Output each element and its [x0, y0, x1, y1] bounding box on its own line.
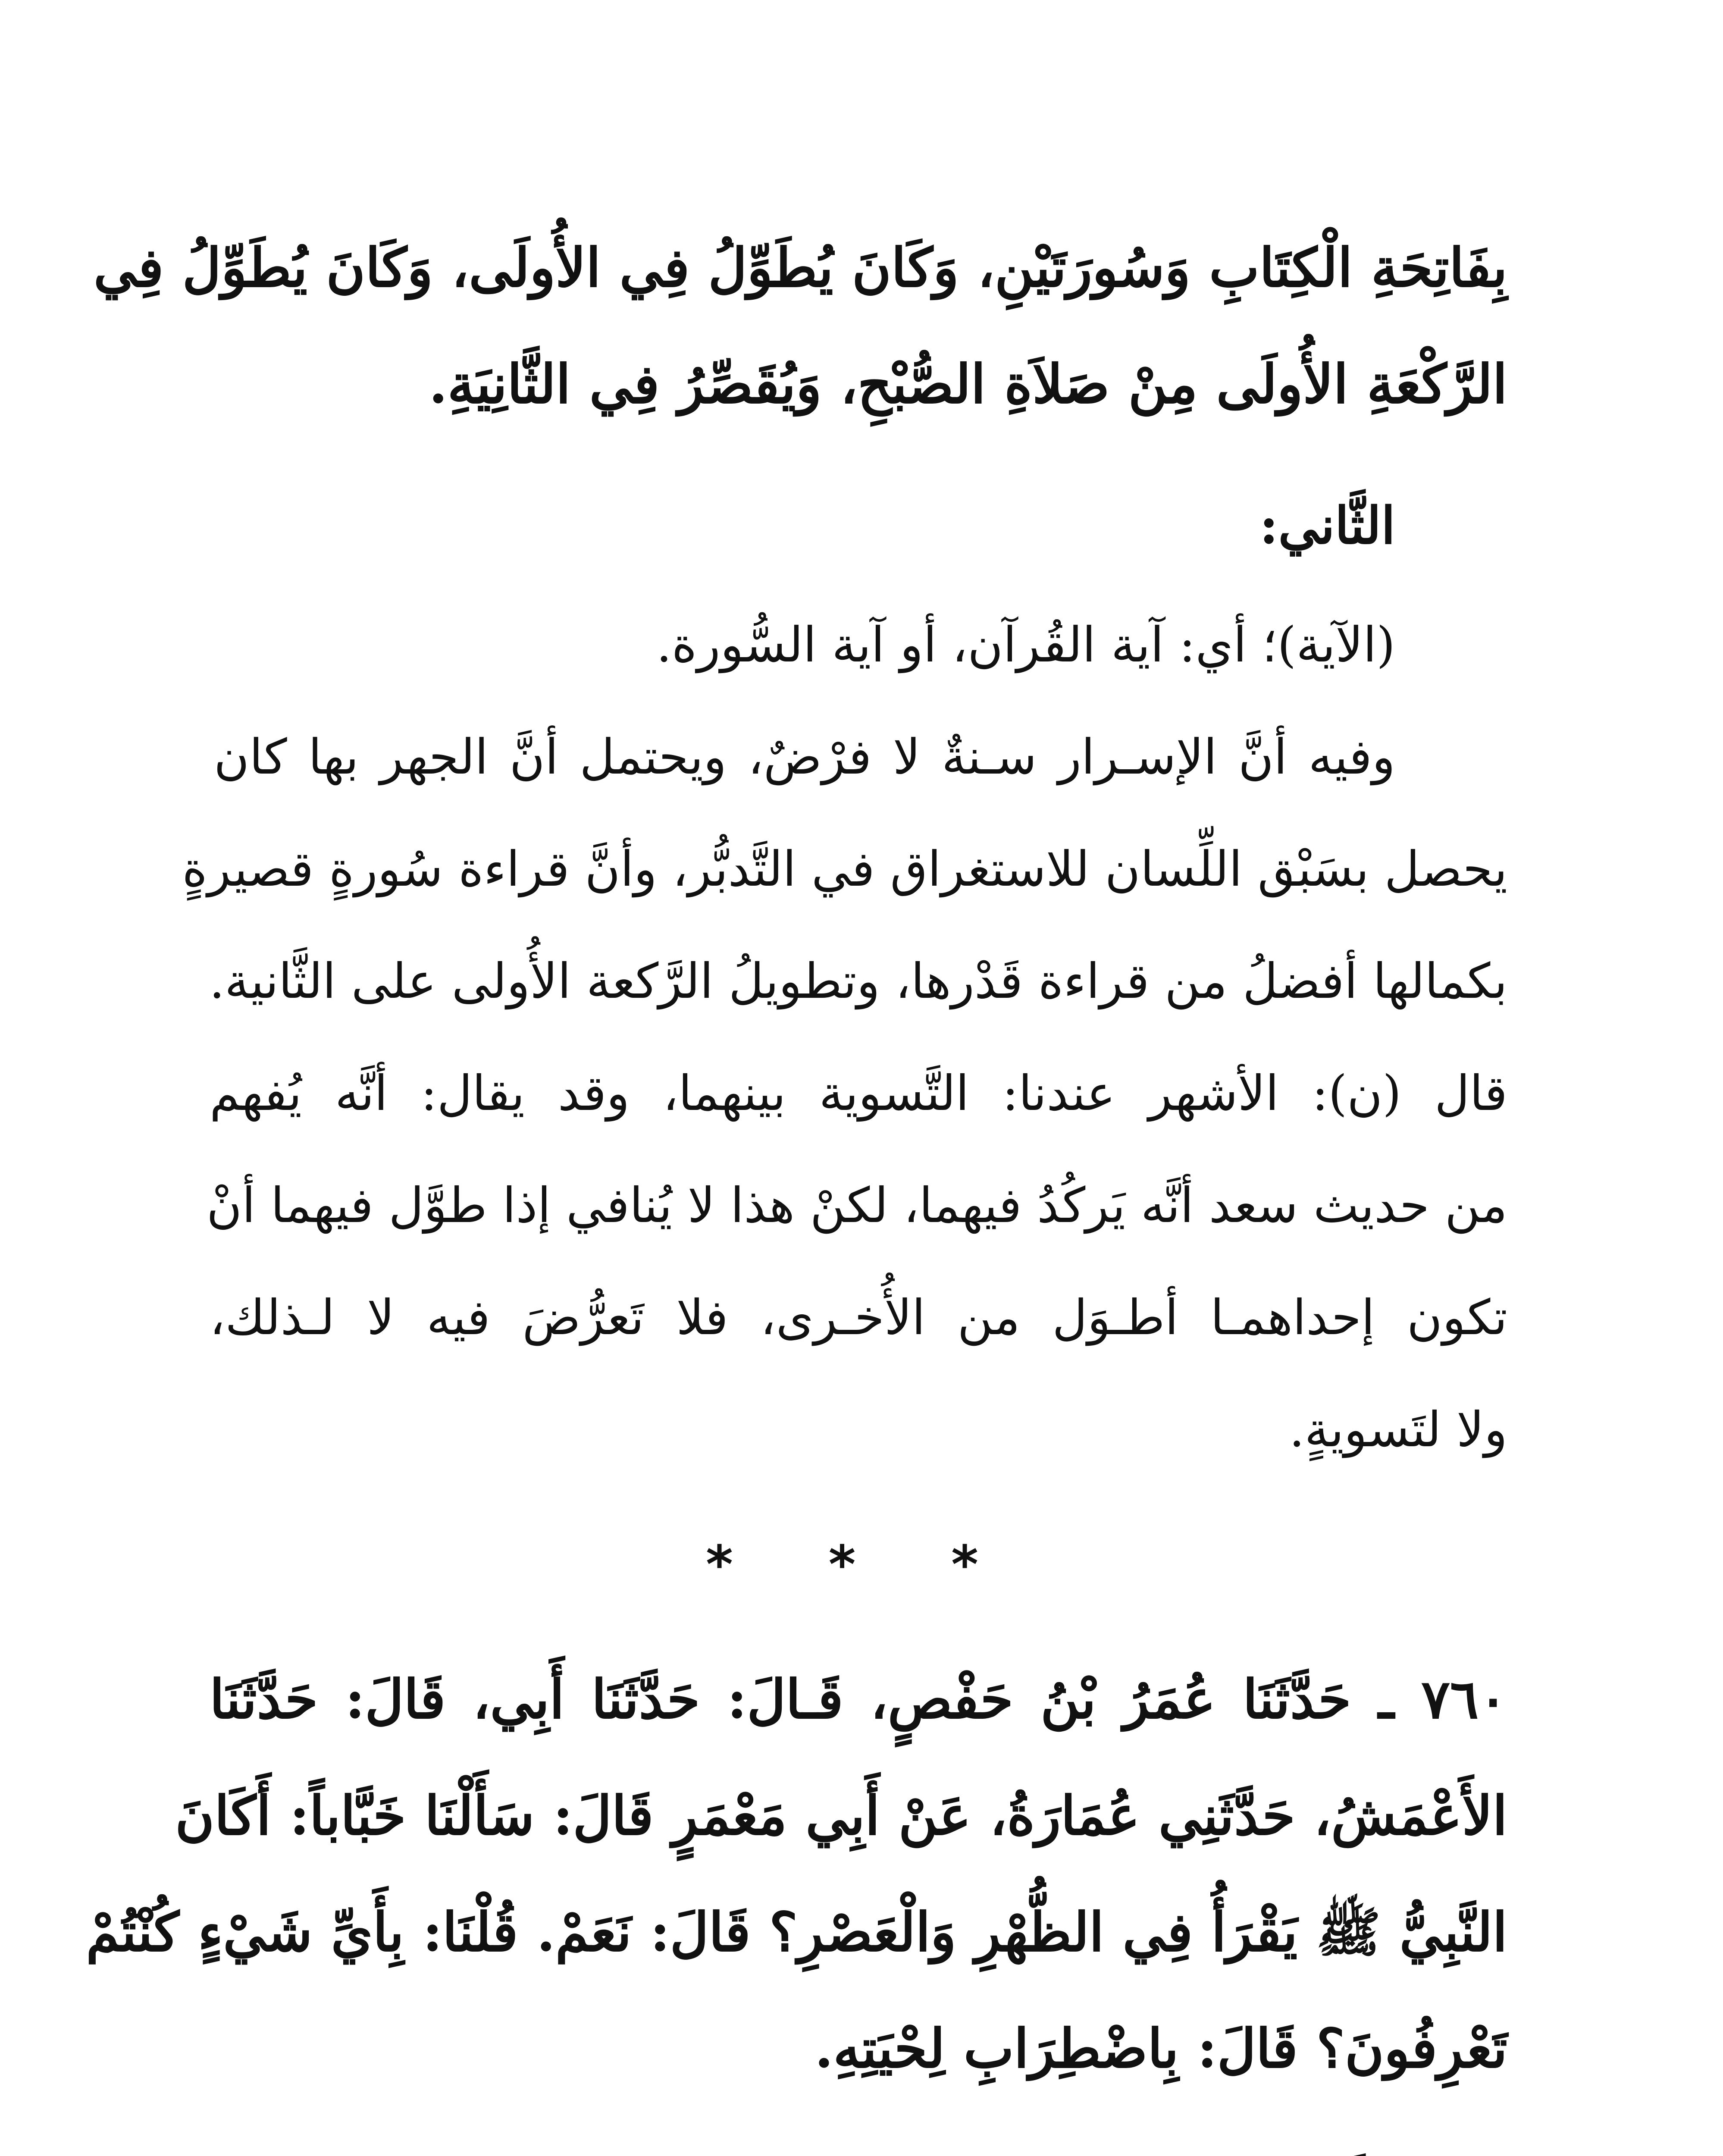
hadith-760-line-1: ٧٦٠ ـ حَدَّثَنَا عُمَرُ بْنُ حَفْصٍ، قَـالَ: حَدَّثَنَا أَبِي، قَالَ: حَدَّثَنَا — [210, 1668, 1507, 1731]
commentary-para1-line-3: بكمالها أفضلُ من قراءة قَدْرها، وتطويلُ الرَّكعة الأُولى على الثَّانية. — [209, 953, 1507, 1009]
commentary-para2-line-2: من حديث سعد أنَّه يَركُدُ فيهما، لكنْ هذا لا يُنافي إذا طوَّل فيهما أنْ — [206, 1178, 1507, 1234]
commentary-para2-line-4: ولا لتَسويةٍ. — [1289, 1402, 1507, 1458]
hadith-760-line-4: تَعْرِفُونَ؟ قَالَ: بِاضْطِرَابِ لِحْيَتِهِ. — [815, 2018, 1507, 2080]
section-heading-second: الثَّاني: — [1259, 495, 1395, 555]
commentary-para2-line-3: تكون إحداهمـا أطـوَل من الأُخـرى، فلا تَعرُّضَ فيه لا لـذلك، — [210, 1290, 1507, 1346]
commentary-para1-line-2: يحصل بسَبْق اللِّسان للاستغراق في التَّدبُّر، وأنَّ قراءة سُورةٍ قصيرةٍ — [182, 841, 1507, 897]
section-separator: * * * — [706, 1535, 1017, 1595]
matn-line-1: بِفَاتِحَةِ الْكِتَابِ وَسُورَتَيْنِ، وَكَانَ يُطَوِّلُ فِي الأُولَى، وَكَانَ يُطَوِّلُ فِي — [93, 237, 1507, 299]
hadith-760-line-3: النَّبِيُّ ﷺ يَقْرَأُ فِي الظُّهْرِ وَالْعَصْرِ؟ قَالَ: نَعَمْ. قُلْنَا: بِأَيِّ شَيْءٍ كُنْتُمْ — [86, 1901, 1507, 1964]
commentary-para1-line-1: وفيه أنَّ الإسـرار سـنةٌ لا فرْضٌ، ويحتمل أنَّ الجهر بها كان — [214, 729, 1395, 785]
gloss-verse: (الآية)؛ أي: آية القُرآن، أو آية السُّورة. — [656, 617, 1395, 673]
matn-line-2: الرَّكْعَةِ الأُولَى مِنْ صَلاَةِ الصُّبْحِ، وَيُقَصِّرُ فِي الثَّانِيَةِ. — [429, 353, 1507, 416]
hadith-760-line-2: الأَعْمَشُ، حَدَّثَنِي عُمَارَةُ، عَنْ أَبِي مَعْمَرٍ قَالَ: سَأَلْنَا خَبَّاباً: أَكَانَ — [175, 1785, 1507, 1847]
commentary-para2-line-1: قال (ن): الأشهر عندنا: التَّسوية بينهما، وقد يقال: أنَّه يُفهم — [210, 1065, 1508, 1122]
